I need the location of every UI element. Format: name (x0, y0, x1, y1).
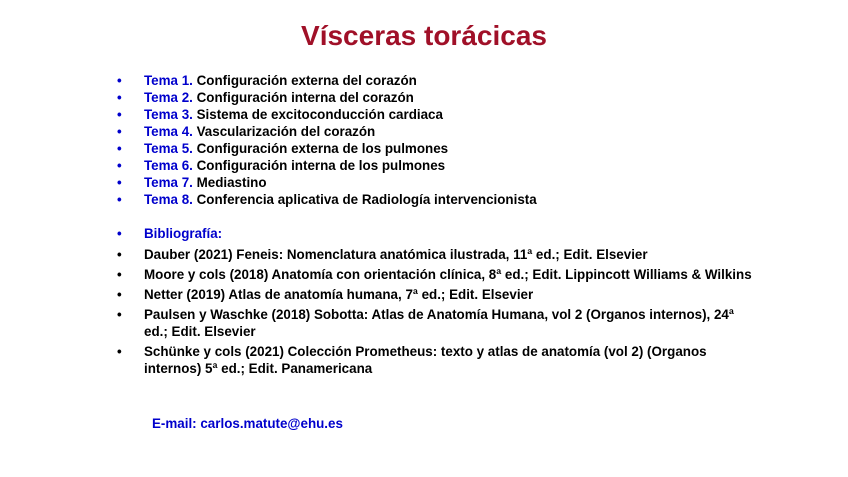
bullet-icon: • (117, 307, 122, 322)
list-item (117, 157, 757, 174)
bullet-icon: • (117, 267, 122, 282)
bibliography-entry: • Netter (2019) Atlas de anatomía humana, 7ª ed.; Edit. Elsevier (117, 287, 534, 302)
bibliography-entry: • Schünke y cols (2021) Colección Prometheus: texto y atlas de anatomía (vol 2) (Organos internos) 5ª ed.; Edit. Panamericana (117, 344, 707, 376)
bullet-icon: • (117, 90, 122, 105)
topic-text: Sistema de excitoconducción cardiaca (196, 107, 443, 122)
bullet-icon: • (117, 247, 122, 262)
topic-text: Conferencia aplicativa de Radiología intervencionista (196, 192, 537, 207)
topic-text: Configuración interna del corazón (196, 90, 414, 105)
bullet-icon: • (117, 107, 122, 122)
list-item (117, 191, 757, 208)
topic-text: Configuración externa del corazón (196, 73, 417, 88)
page-title: Vísceras torácicas (301, 20, 547, 51)
topic-label: Tema 2. (144, 90, 193, 105)
bullet-icon: • (117, 73, 122, 88)
bullet-icon: • (117, 192, 122, 207)
topic-list (117, 72, 757, 208)
bibliography-heading: • Bibliografía: (117, 226, 223, 241)
list-item (117, 106, 757, 123)
topic-text: Mediastino (196, 175, 267, 190)
bullet-icon: • (117, 226, 122, 241)
list-item (117, 72, 757, 89)
list-item (117, 140, 757, 157)
topic-label: Tema 3. (144, 107, 193, 122)
topic-text: Vascularización del corazón (196, 124, 376, 139)
bullet-icon: • (117, 175, 122, 190)
bullet-icon: • (117, 124, 122, 139)
bibliography-entry: • Dauber (2021) Feneis: Nomenclatura anatómica ilustrada, 11ª ed.; Edit. Elsevier (117, 247, 648, 262)
list-item (117, 123, 757, 140)
topic-text: Configuración interna de los pulmones (196, 158, 446, 173)
bullet-icon: • (117, 141, 122, 156)
bullet-icon: • (117, 344, 122, 359)
list-item (117, 174, 757, 191)
topic-label: Tema 8. (144, 192, 193, 207)
bibliography-entry: • Paulsen y Waschke (2018) Sobotta: Atlas de Anatomía Humana, vol 2 (Organos internos), 24ª ed.; Edit. Elsevier (117, 307, 734, 339)
topic-label: Tema 5. (144, 141, 193, 156)
topic-label: Tema 1. (144, 73, 193, 88)
email-link[interactable]: E-mail: carlos.matute@ehu.es (152, 416, 343, 431)
topic-label: Tema 4. (144, 124, 193, 139)
bibliography-list (117, 225, 757, 380)
topic-label: Tema 7. (144, 175, 193, 190)
topic-label: Tema 6. (144, 158, 193, 173)
bullet-icon: • (117, 287, 122, 302)
topic-text: Configuración externa de los pulmones (196, 141, 449, 156)
bullet-icon: • (117, 158, 122, 173)
bibliography-entry: • Moore y cols (2018) Anatomía con orientación clínica, 8ª ed.; Edit. Lippincott Williams & Wilkins (117, 267, 752, 282)
list-item (117, 89, 757, 106)
